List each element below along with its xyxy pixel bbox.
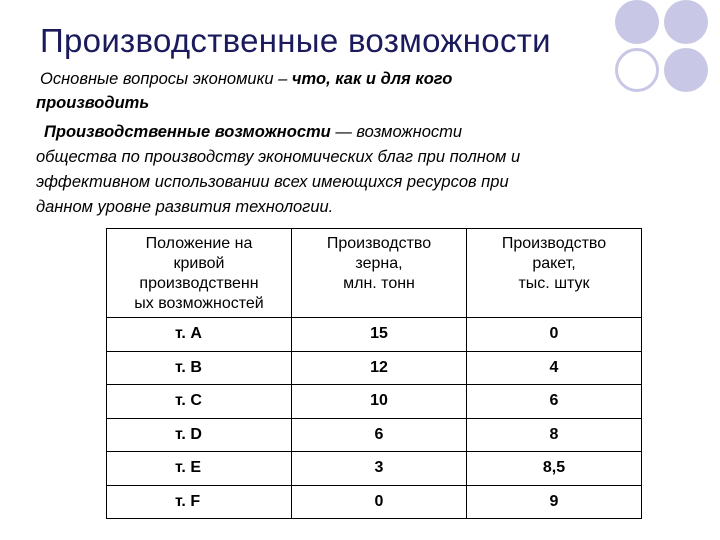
cell-point: т. F [107,485,292,519]
decor-circle-filled [664,48,708,92]
cell-rockets: 4 [467,351,642,385]
cell-point: т. А [107,318,292,352]
table-row [107,385,642,419]
cell-grain: 10 [292,385,467,419]
cell-grain: 6 [292,418,467,452]
cell-grain: 12 [292,351,467,385]
decor-circle-filled [615,0,659,44]
cell-rockets: 8 [467,418,642,452]
cell-rockets: 0 [467,318,642,352]
table-header-row [107,229,642,318]
intro-prefix: Основные вопросы экономики – [40,70,292,88]
cell-rockets: 8,5 [467,452,642,486]
header-position: Положение на кривой производственн ых возможностей [107,229,292,318]
table-row [107,452,642,486]
definition-term: Производственные возможности [44,123,331,141]
header-grain: Производство зерна, млн. тонн [292,229,467,318]
decor-circle-ring [615,48,659,92]
cell-point: т. В [107,351,292,385]
definition-text-1: возможности [356,123,463,141]
header-rockets: Производство ракет, тыс. штук [467,229,642,318]
cell-grain: 3 [292,452,467,486]
intro-continuation: производить [36,94,150,112]
definition-paragraph [36,120,686,220]
cell-point: т. С [107,385,292,419]
cell-point: т. D [107,418,292,452]
page-title: Производственные возможности [40,22,551,59]
definition-text-2: общества по производству экономических благ при полном и [36,148,521,166]
intro-line [40,70,452,89]
table-row [107,351,642,385]
cell-grain: 0 [292,485,467,519]
production-table [106,228,642,519]
table-row [107,485,642,519]
intro-emphasis: что, как и для кого [291,70,453,88]
table-row [107,418,642,452]
cell-rockets: 6 [467,385,642,419]
cell-grain: 15 [292,318,467,352]
cell-rockets: 9 [467,485,642,519]
cell-point: т. Е [107,452,292,486]
decor-circle-filled [664,0,708,44]
definition-text-3: эффективном использовании всех имеющихся ресурсов при [36,173,509,191]
definition-dash: — [330,123,357,141]
table-row [107,318,642,352]
definition-text-4: данном уровне развития технологии. [36,198,334,216]
